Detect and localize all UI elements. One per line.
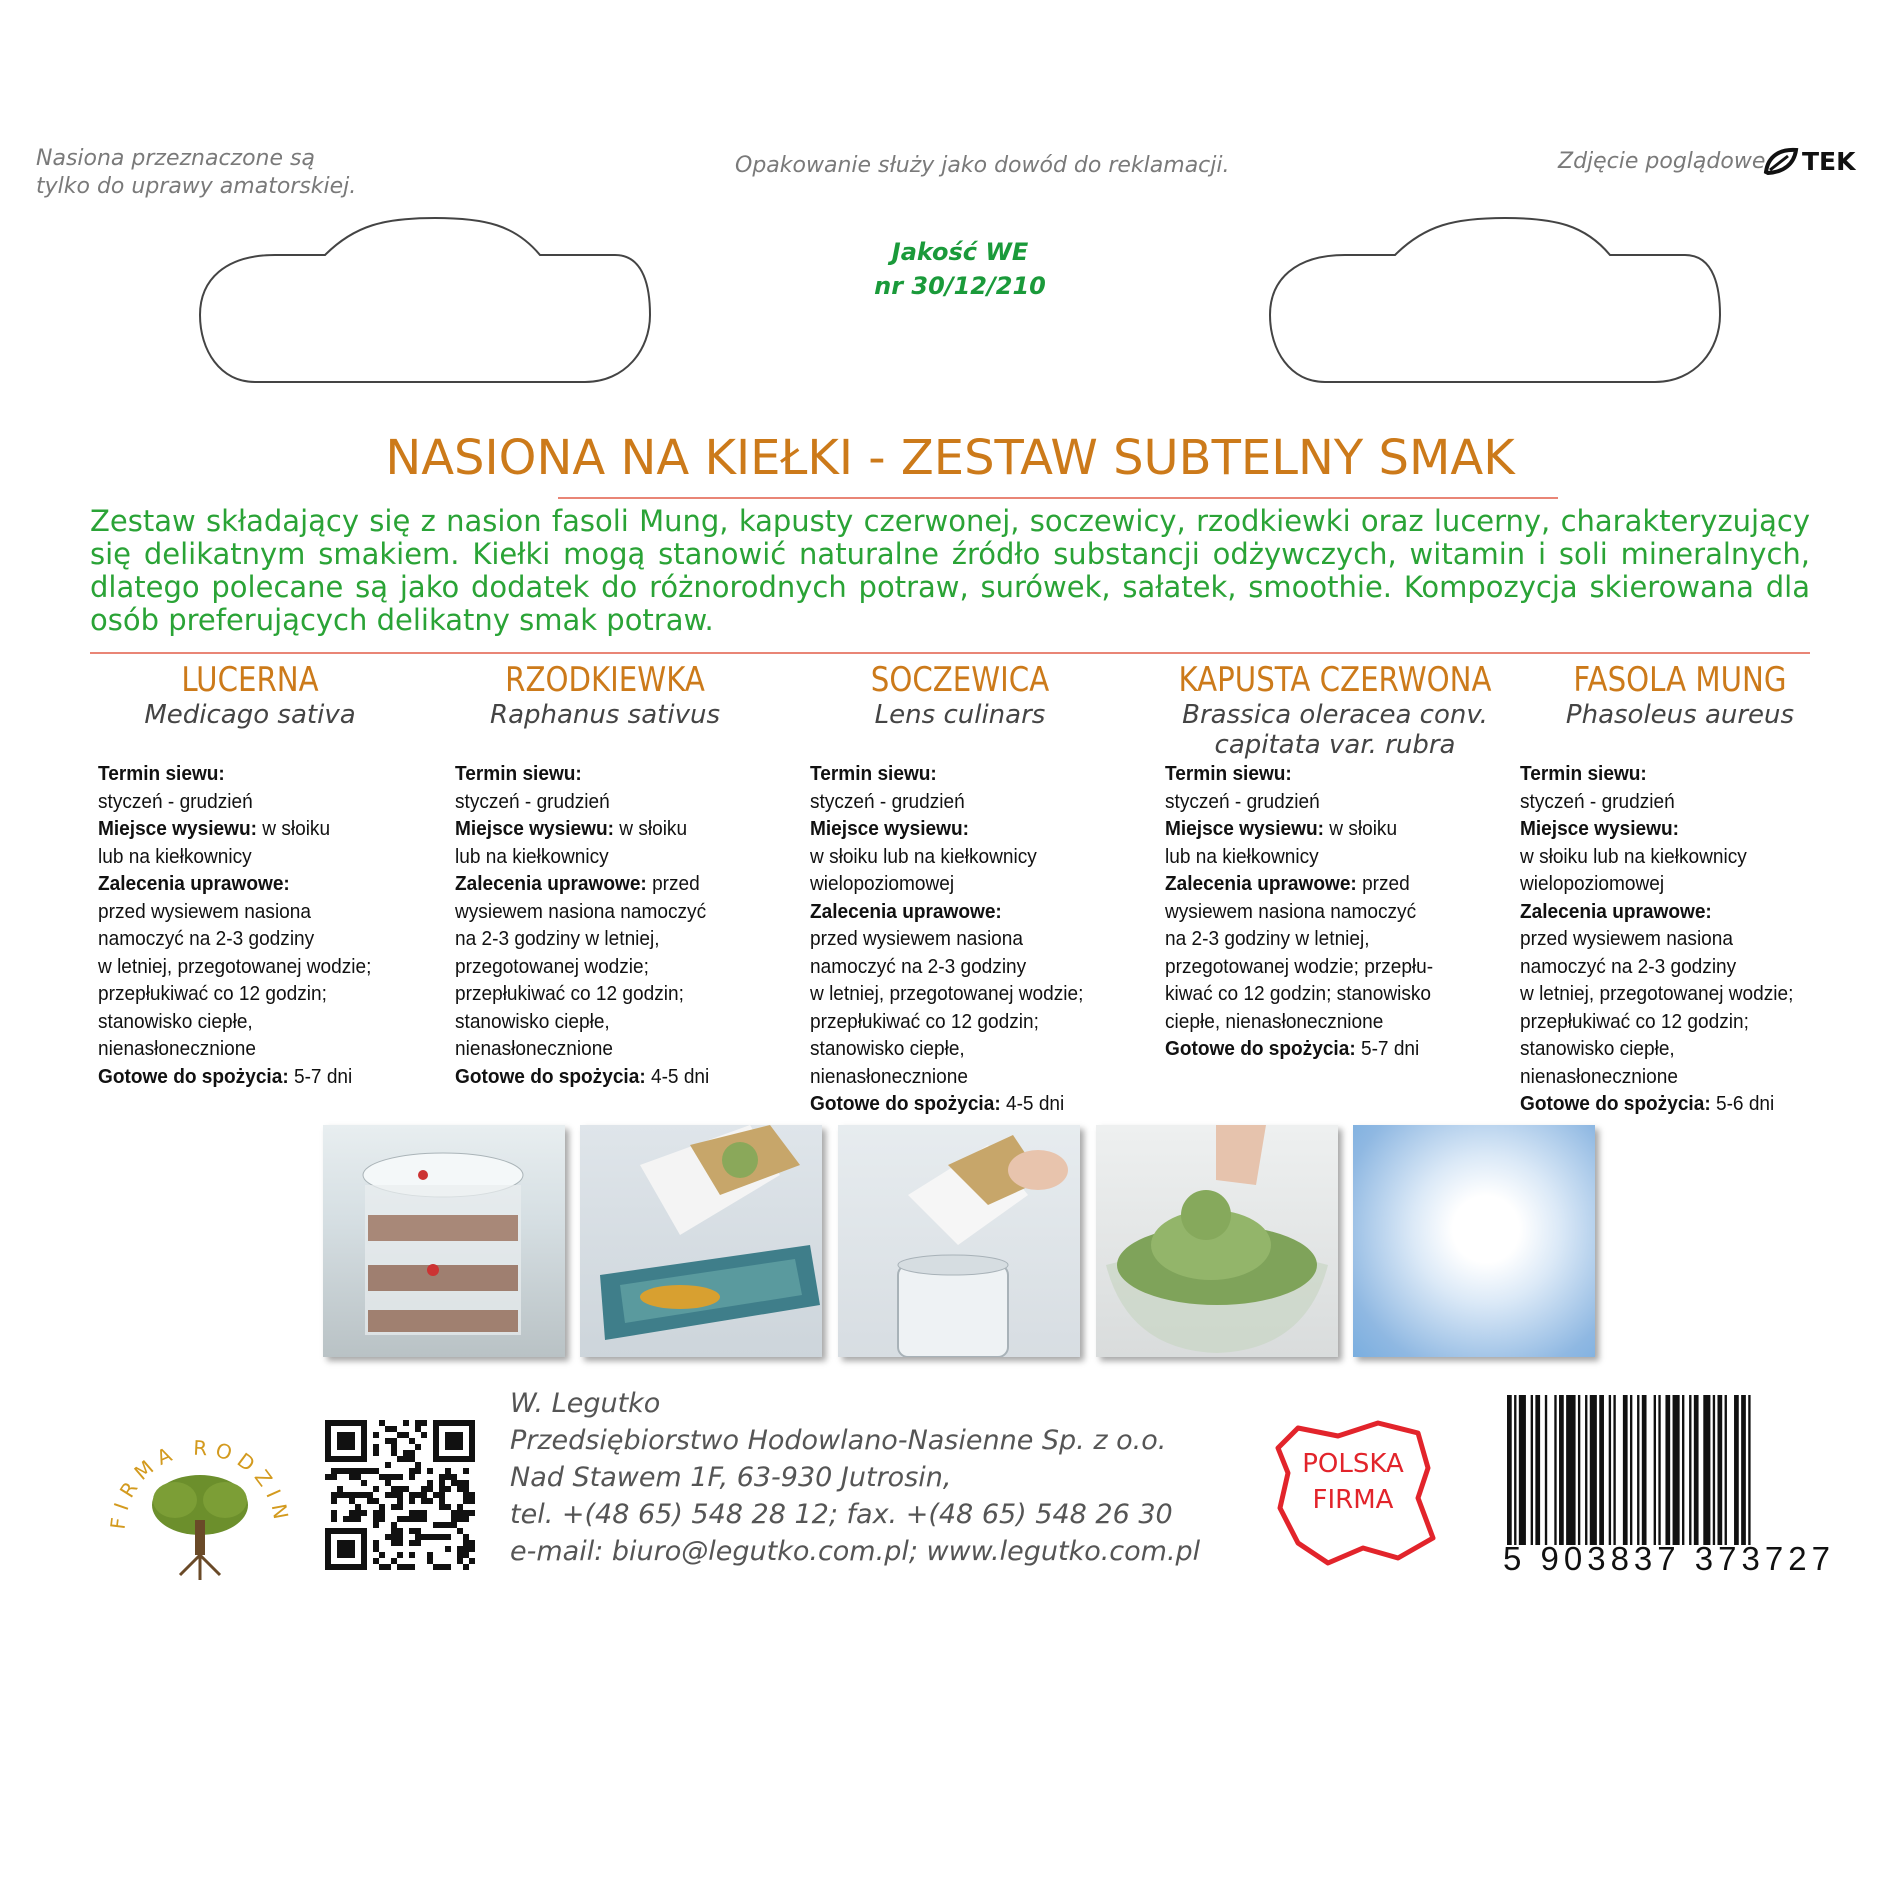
instruction-line (1165, 925, 1472, 953)
instruction-line (98, 980, 405, 1008)
instruction-line (810, 760, 1117, 788)
instruction-label: Zalecenia uprawowe: (455, 872, 647, 895)
instruction-line (1520, 1090, 1827, 1118)
instruction-label: Zalecenia uprawowe: (1520, 899, 1712, 923)
instruction-line (810, 925, 1117, 953)
photo-disclaimer-note: Zdjęcie poglądowe (1558, 149, 1766, 174)
instruction-text: styczeń - grudzień (810, 789, 965, 813)
instruction-line (810, 1035, 1117, 1063)
firma-text: FIRMA (1312, 1485, 1394, 1515)
hanger-cutout-right (1265, 210, 1725, 390)
instruction-line (455, 925, 762, 953)
instruction-text: na 2-3 godziny w letniej, (455, 927, 660, 950)
instruction-line (1165, 843, 1472, 871)
instruction-line (810, 788, 1117, 816)
instruction-text: na 2-3 godziny w letniej, (1165, 927, 1370, 950)
product-description: Zestaw składający się z nasion fasoli Mung, kapusty czerwonej, soczewicy, rzodkiewki oraz lucerny, charakteryzujący się delikatnym smakiem. Kiełki mogą stanowić naturalne źródło substancji odżywczych, witamin i soli mineralnych, dlatego polecane są jako dodatek do różnorodnych potraw, surówek, sałatek, smoothie. Kompozycja skierowana dla osób preferujących delikatny smak potraw. (90, 504, 1810, 637)
polska-text: POLSKA (1302, 1449, 1404, 1479)
tek-logo (1762, 146, 1856, 176)
instruction-line (1520, 898, 1827, 926)
instruction-text: nienasłonecznione (98, 1037, 256, 1060)
growing-instructions-kapusta-czerwona (1165, 760, 1472, 1063)
instruction-line (1165, 1035, 1472, 1063)
logo-text: TEK (1802, 146, 1856, 176)
instruction-text: stanowisko ciepłe, (98, 1009, 253, 1033)
instruction-text: w letniej, przegotowanej wodzie; (810, 982, 1084, 1005)
instruction-line (1165, 953, 1472, 981)
variety-name: LUCERNA (181, 660, 319, 700)
instruction-text: w słoiku (256, 817, 331, 840)
instruction-line (1520, 843, 1827, 871)
variety-header-kapusta-czerwona (1150, 660, 1520, 760)
variety-latin-name: Medicago sativa (144, 700, 356, 730)
instruction-text: stanowisko ciepłe, (1520, 1037, 1675, 1060)
instruction-label: Miejsce wysiewu: (98, 817, 257, 840)
instruction-label: Termin siewu: (1165, 762, 1292, 785)
growing-instructions-rzodkiewka (455, 760, 762, 1090)
instruction-line (455, 788, 762, 816)
instruction-line (98, 925, 405, 953)
instruction-text: przepłukiwać co 12 godzin; (455, 982, 684, 1005)
pouring-seeds-tray-photo (580, 1125, 822, 1357)
instruction-line (1520, 870, 1827, 898)
instruction-text: przed (1356, 872, 1410, 895)
instruction-line (98, 1008, 405, 1036)
company-email-web: e-mail: biuro@legutko.com.pl; www.legutko.com.pl (510, 1536, 1201, 1567)
instruction-line (1520, 815, 1827, 843)
instruction-line (1165, 1008, 1472, 1036)
instruction-label: Gotowe do spożycia: (455, 1064, 646, 1088)
instruction-text: 5-7 dni (1355, 1037, 1420, 1060)
barcode-number: 5 903837 373727 (1503, 1540, 1835, 1577)
instruction-label: Miejsce wysiewu: (1520, 817, 1679, 840)
instruction-label: Zalecenia uprawowe: (98, 872, 290, 895)
instruction-text: stanowisko ciepłe, (810, 1037, 965, 1060)
variety-latin-name: Raphanus sativus (490, 700, 720, 730)
instruction-text: przed (646, 872, 700, 895)
instruction-line (98, 870, 405, 898)
instruction-label: Termin siewu: (98, 762, 225, 785)
instruction-text: w letniej, przegotowanej wodzie; (98, 954, 372, 978)
instruction-line (98, 898, 405, 926)
instruction-text: lub na kiełkownicy (1165, 844, 1319, 868)
instruction-text: w słoiku lub na kiełkownicy (810, 844, 1037, 868)
growing-instructions-soczewica (810, 760, 1117, 1118)
variety-latin-name: Lens culinars (874, 700, 1046, 730)
instruction-text: styczeń - grudzień (98, 789, 253, 813)
instruction-label: Gotowe do spożycia: (1165, 1037, 1356, 1060)
instruction-line (1165, 760, 1472, 788)
growing-instructions-lucerna (98, 760, 405, 1090)
instruction-text: kiwać co 12 godzin; stanowisko (1165, 982, 1431, 1005)
instruction-text: przed wysiewem nasiona (1520, 927, 1733, 950)
instruction-text: nienasłonecznione (455, 1037, 613, 1060)
amateur-use-note (36, 145, 356, 201)
instruction-label: Gotowe do spożycia: (98, 1064, 289, 1088)
company-full-name: Przedsiębiorstwo Hodowlano-Nasienne Sp. z o.o. (510, 1425, 1167, 1456)
instruction-line (455, 1063, 762, 1091)
instruction-text: wysiewem nasiona namoczyć (455, 899, 707, 923)
instruction-line (810, 870, 1117, 898)
instruction-line (98, 1063, 405, 1091)
instruction-line (1165, 788, 1472, 816)
variety-name: SOCZEWICA (870, 660, 1050, 700)
description-rule (90, 652, 1810, 654)
variety-name: FASOLA MUNG (1573, 660, 1787, 700)
instruction-line (455, 980, 762, 1008)
instruction-text: 4-5 dni (645, 1064, 710, 1088)
product-title: NASIONA NA KIEŁKI - ZESTAW SUBTELNY SMAK (385, 430, 1515, 486)
company-phone: tel. +(48 65) 548 28 12; fax. +(48 65) 548 26 30 (510, 1499, 1173, 1530)
instruction-text: przed wysiewem nasiona (810, 927, 1023, 950)
company-address-block (510, 1385, 1200, 1570)
instruction-text: lub na kiełkownicy (455, 844, 609, 868)
instruction-text: styczeń - grudzień (1165, 789, 1320, 813)
instruction-label: Miejsce wysiewu: (455, 817, 614, 840)
instruction-line (98, 815, 405, 843)
variety-header-fasola-mung (1515, 660, 1845, 730)
instruction-text: w słoiku (613, 817, 688, 840)
instruction-line (98, 1035, 405, 1063)
instruction-line (1520, 953, 1827, 981)
instruction-text: namoczyć na 2-3 godziny (1520, 954, 1737, 978)
instruction-text: przegotowanej wodzie; przepłu- (1165, 954, 1434, 978)
sprouts-bowl-photo (1096, 1125, 1338, 1357)
instruction-label: Zalecenia uprawowe: (810, 899, 1002, 923)
title-rule (558, 497, 1558, 499)
instruction-line (1165, 870, 1472, 898)
instruction-line (810, 898, 1117, 926)
instruction-line (455, 843, 762, 871)
instruction-line (455, 898, 762, 926)
instruction-text: nienasłonecznione (810, 1064, 968, 1088)
instruction-label: Termin siewu: (810, 762, 937, 785)
family-company-badge (105, 1405, 295, 1595)
instruction-text: wysiewem nasiona namoczyć (1165, 899, 1417, 923)
variety-header-lucerna (85, 660, 415, 730)
variety-name: KAPUSTA CZERWONA (1178, 660, 1492, 700)
instruction-line (455, 760, 762, 788)
instruction-line (1520, 1063, 1827, 1091)
instruction-text: w letniej, przegotowanej wodzie; (1520, 982, 1794, 1005)
company-name: W. Legutko (510, 1388, 661, 1419)
instruction-text: przed wysiewem nasiona (98, 899, 311, 923)
oak-tree-icon (105, 1405, 295, 1595)
quality-line: nr 30/12/210 (874, 272, 1046, 300)
instruction-text: przepłukiwać co 12 godzin; (810, 1009, 1039, 1033)
instruction-text: 4-5 dni (1000, 1092, 1065, 1115)
instruction-line (810, 1090, 1117, 1118)
instruction-line (810, 815, 1117, 843)
variety-header-soczewica (795, 660, 1125, 730)
instruction-text: przepłukiwać co 12 godzin; (98, 982, 327, 1005)
instruction-text: w słoiku (1323, 817, 1398, 840)
instruction-line (810, 1008, 1117, 1036)
instruction-line (1520, 980, 1827, 1008)
instruction-line (1520, 760, 1827, 788)
hanger-cutout-left (195, 210, 655, 390)
company-street: Nad Stawem 1F, 63-930 Jutrosin, (510, 1462, 952, 1493)
instruction-line (455, 953, 762, 981)
instruction-line (455, 1035, 762, 1063)
instruction-text: wielopoziomowej (810, 872, 955, 895)
growing-instructions-fasola-mung (1520, 760, 1827, 1118)
instruction-line (98, 953, 405, 981)
instruction-text: lub na kiełkownicy (98, 844, 252, 868)
qr-code (325, 1420, 475, 1570)
svg-text:FIRMA RODZINNA: FIRMA RODZIN (105, 1435, 295, 1531)
instruction-line (455, 815, 762, 843)
instruction-label: Termin siewu: (1520, 762, 1647, 785)
instruction-text: ciepłe, nienasłonecznione (1165, 1009, 1384, 1033)
pouring-seeds-jar-photo (838, 1125, 1080, 1357)
instruction-line (1520, 1035, 1827, 1063)
instruction-line (98, 843, 405, 871)
instruction-text: w słoiku lub na kiełkownicy (1520, 844, 1747, 868)
barcode-bars (1505, 1395, 1805, 1545)
sprouter-tray-photo (323, 1125, 565, 1357)
instruction-label: Gotowe do spożycia: (1520, 1092, 1711, 1115)
instruction-line (98, 760, 405, 788)
complaint-note: Opakowanie służy jako dowód do reklamacji. (735, 153, 1230, 178)
quality-line: Jakość WE (891, 238, 1029, 266)
instruction-text: nienasłonecznione (1520, 1064, 1678, 1088)
instruction-text: przegotowanej wodzie; (455, 954, 649, 978)
instruction-text: przepłukiwać co 12 godzin; (1520, 1009, 1749, 1033)
instruction-line (455, 870, 762, 898)
instruction-line (1165, 815, 1472, 843)
instruction-line (1165, 898, 1472, 926)
variety-latin-name: Phasoleus aureus (1565, 700, 1795, 730)
instruction-text: wielopoziomowej (1520, 872, 1665, 895)
instruction-text: 5-7 dni (288, 1064, 353, 1088)
instruction-line (1520, 925, 1827, 953)
instruction-text: styczeń - grudzień (455, 789, 610, 813)
instruction-text: stanowisko ciepłe, (455, 1009, 610, 1033)
instruction-line (810, 953, 1117, 981)
variety-name: RZODKIEWKA (505, 660, 705, 700)
quality-certificate (820, 235, 1100, 303)
instruction-line (1165, 980, 1472, 1008)
amateur-note-line: Nasiona przeznaczone są (36, 146, 315, 171)
instruction-text: 5-6 dni (1710, 1092, 1775, 1115)
ean-barcode (1503, 1395, 1835, 1577)
leaf-logo-icon (1762, 146, 1800, 176)
variety-latin-name: Brassica oleracea conv. capitata var. rubra (1182, 700, 1488, 760)
instruction-label: Miejsce wysiewu: (1165, 817, 1324, 840)
instruction-text: namoczyć na 2-3 godziny (810, 954, 1027, 978)
instruction-line (98, 788, 405, 816)
instruction-text: namoczyć na 2-3 godziny (98, 927, 315, 950)
instruction-line (810, 1063, 1117, 1091)
instruction-line (1520, 1008, 1827, 1036)
instruction-label: Zalecenia uprawowe: (1165, 872, 1357, 895)
instruction-label: Gotowe do spożycia: (810, 1092, 1001, 1115)
amateur-note-line: tylko do uprawy amatorskiej. (36, 174, 357, 199)
polska-firma-badge (1268, 1418, 1438, 1568)
instruction-label: Termin siewu: (455, 762, 582, 785)
instruction-line (810, 843, 1117, 871)
instruction-line (810, 980, 1117, 1008)
instruction-line (1520, 788, 1827, 816)
sun-photo (1353, 1125, 1595, 1357)
instruction-text: styczeń - grudzień (1520, 789, 1675, 813)
instruction-line (455, 1008, 762, 1036)
variety-header-rzodkiewka (440, 660, 770, 730)
instruction-label: Miejsce wysiewu: (810, 817, 969, 840)
